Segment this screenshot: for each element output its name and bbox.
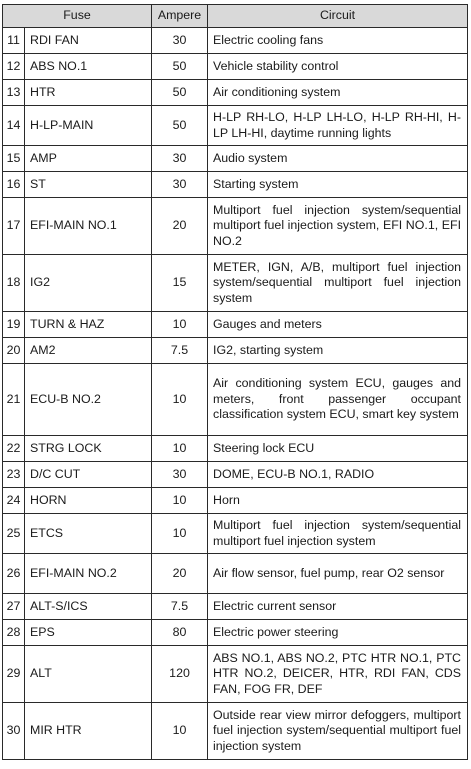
table-row — [3, 554, 468, 594]
table-row — [3, 594, 468, 620]
fuse-number: 24 — [3, 488, 25, 514]
fuse-ampere: 80 — [152, 620, 208, 646]
fuse-ampere: 30 — [152, 462, 208, 488]
fuse-ampere: 10 — [152, 703, 208, 760]
fuse-circuit: ABS NO.1, ABS NO.2, PTC HTR NO.1, PTC HTR NO.2, DEICER, HTR, RDI FAN, CDS FAN, FOG FR, DEF — [208, 646, 468, 703]
table-row — [3, 462, 468, 488]
fuse-number: 27 — [3, 594, 25, 620]
fuse-ampere: 10 — [152, 514, 208, 554]
table-row — [3, 255, 468, 312]
fuse-ampere: 15 — [152, 255, 208, 312]
fuse-ampere: 20 — [152, 554, 208, 594]
fuse-number: 19 — [3, 312, 25, 338]
fuse-number: 26 — [3, 554, 25, 594]
fuse-number: 15 — [3, 146, 25, 172]
fuse-number: 23 — [3, 462, 25, 488]
table-row — [3, 703, 468, 760]
fuse-circuit: Air flow sensor, fuel pump, rear O2 sensor — [208, 554, 468, 594]
fuse-number: 20 — [3, 338, 25, 364]
fuse-number: 25 — [3, 514, 25, 554]
fuse-name: EFI-MAIN NO.1 — [25, 198, 152, 255]
fuse-name: STRG LOCK — [25, 436, 152, 462]
fuse-ampere: 10 — [152, 488, 208, 514]
fuse-number: 29 — [3, 646, 25, 703]
fuse-ampere: 30 — [152, 28, 208, 54]
fuse-name: ALT — [25, 646, 152, 703]
table-row — [3, 198, 468, 255]
fuse-column-header: Fuse — [3, 5, 152, 28]
table-row — [3, 80, 468, 106]
table-row — [3, 312, 468, 338]
fuse-name: EPS — [25, 620, 152, 646]
fuse-ampere: 10 — [152, 312, 208, 338]
fuse-name: RDI FAN — [25, 28, 152, 54]
fuse-number: 28 — [3, 620, 25, 646]
fuse-circuit: METER, IGN, A/B, multiport fuel injection system/sequential multiport fuel injection system — [208, 255, 468, 312]
fuse-ampere: 10 — [152, 436, 208, 462]
fuse-ampere: 7.5 — [152, 594, 208, 620]
fuse-name: H-LP-MAIN — [25, 106, 152, 146]
table-row — [3, 28, 468, 54]
fuse-circuit: Multiport fuel injection system/sequential multiport fuel injection system, EFI NO.1, EFI NO.2 — [208, 198, 468, 255]
fuse-circuit: Steering lock ECU — [208, 436, 468, 462]
fuse-circuit: Audio system — [208, 146, 468, 172]
fuse-ampere: 50 — [152, 106, 208, 146]
fuse-circuit: H-LP RH-LO, H-LP LH-LO, H-LP RH-HI, H-LP LH-HI, daytime running lights — [208, 106, 468, 146]
fuse-number: 14 — [3, 106, 25, 146]
fuse-circuit: Electric power steering — [208, 620, 468, 646]
table-row — [3, 488, 468, 514]
fuse-number: 11 — [3, 28, 25, 54]
fuse-number: 16 — [3, 172, 25, 198]
fuse-name: ALT-S/ICS — [25, 594, 152, 620]
fuse-ampere: 30 — [152, 146, 208, 172]
fuse-name: EFI-MAIN NO.2 — [25, 554, 152, 594]
table-header — [3, 5, 468, 28]
fuse-name: HTR — [25, 80, 152, 106]
fuse-ampere: 50 — [152, 54, 208, 80]
table-row — [3, 646, 468, 703]
fuse-name: AMP — [25, 146, 152, 172]
fuse-ampere: 10 — [152, 364, 208, 436]
fuse-number: 30 — [3, 703, 25, 760]
fuse-number: 12 — [3, 54, 25, 80]
fuse-ampere: 30 — [152, 172, 208, 198]
fuse-circuit: Electric current sensor — [208, 594, 468, 620]
table-body — [3, 28, 468, 760]
table-row — [3, 146, 468, 172]
table-row — [3, 514, 468, 554]
fuse-circuit: DOME, ECU-B NO.1, RADIO — [208, 462, 468, 488]
fuse-name: ABS NO.1 — [25, 54, 152, 80]
fuse-ampere: 20 — [152, 198, 208, 255]
fuse-number: 22 — [3, 436, 25, 462]
fuse-name: MIR HTR — [25, 703, 152, 760]
table-row — [3, 338, 468, 364]
fuse-ampere: 50 — [152, 80, 208, 106]
fuse-name: ST — [25, 172, 152, 198]
fuse-circuit: Air conditioning system ECU, gauges and meters, front passenger occupant classification system ECU, smart key system — [208, 364, 468, 436]
fuse-name: ECU-B NO.2 — [25, 364, 152, 436]
table-row — [3, 436, 468, 462]
fuse-name: ETCS — [25, 514, 152, 554]
fuse-table-container — [2, 4, 467, 760]
fuse-name: D/C CUT — [25, 462, 152, 488]
fuse-circuit: Gauges and meters — [208, 312, 468, 338]
fuse-circuit: Horn — [208, 488, 468, 514]
fuse-number: 18 — [3, 255, 25, 312]
fuse-table — [2, 4, 468, 760]
ampere-column-header: Ampere — [152, 5, 208, 28]
fuse-circuit: Electric cooling fans — [208, 28, 468, 54]
fuse-number: 13 — [3, 80, 25, 106]
table-row — [3, 54, 468, 80]
fuse-name: AM2 — [25, 338, 152, 364]
table-row — [3, 620, 468, 646]
fuse-number: 17 — [3, 198, 25, 255]
fuse-name: IG2 — [25, 255, 152, 312]
fuse-circuit: Starting system — [208, 172, 468, 198]
table-row — [3, 172, 468, 198]
fuse-number: 21 — [3, 364, 25, 436]
fuse-circuit: Vehicle stability control — [208, 54, 468, 80]
fuse-circuit: Air conditioning system — [208, 80, 468, 106]
table-row — [3, 106, 468, 146]
fuse-ampere: 7.5 — [152, 338, 208, 364]
fuse-name: TURN & HAZ — [25, 312, 152, 338]
fuse-circuit: Multiport fuel injection system/sequential multiport fuel injection system — [208, 514, 468, 554]
table-row — [3, 364, 468, 436]
fuse-ampere: 120 — [152, 646, 208, 703]
fuse-circuit: IG2, starting system — [208, 338, 468, 364]
fuse-circuit: Outside rear view mirror defoggers, multiport fuel injection system/sequential multiport fuel injection system — [208, 703, 468, 760]
circuit-column-header: Circuit — [208, 5, 468, 28]
fuse-name: HORN — [25, 488, 152, 514]
